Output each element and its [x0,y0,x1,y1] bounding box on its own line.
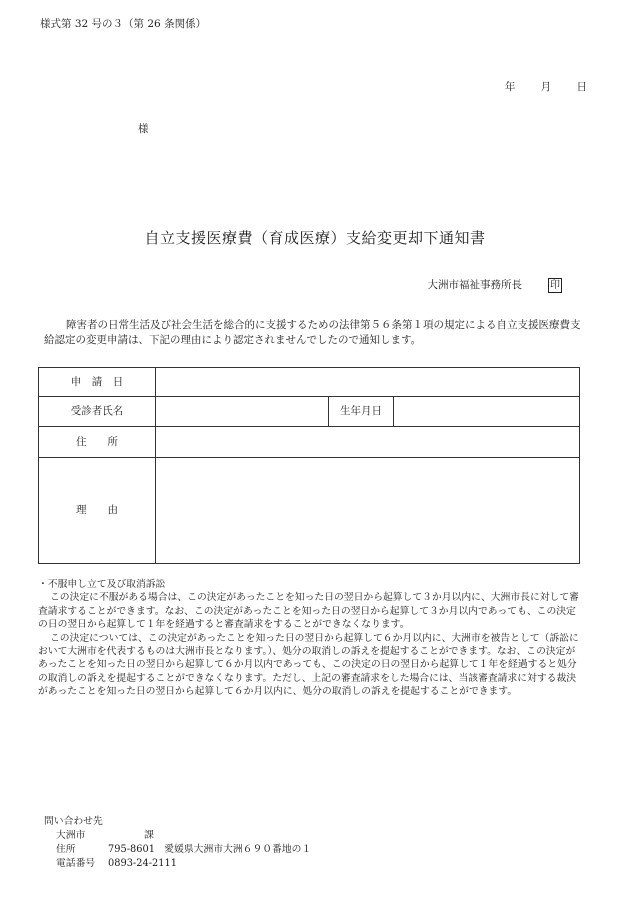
address-row [39,427,580,458]
date-day-label: 日 [576,81,587,93]
patient-name-field[interactable] [156,397,329,427]
addressee-suffix: 様 [138,123,149,135]
date-line [483,80,587,94]
application-date-label: 申 請 日 [39,368,156,397]
reason-label: 理 由 [39,458,156,564]
appeal-notice-heading: ・不服申し立て及び取消訴訟 [38,579,166,590]
birth-date-field[interactable] [394,397,580,427]
contact-phone: 0893-24-2111 [108,858,177,869]
contact-heading: 問い合わせ先 [44,816,103,827]
document-title: 自立支援医療費（育成医療）支給変更却下通知書 [144,229,486,247]
issuer-name: 大洲市福祉事務所長 [427,279,522,291]
application-date-field[interactable] [156,368,580,397]
address-field[interactable] [156,427,580,458]
form-number: 様式第 32 号の３（第 26 条関係） [40,18,207,30]
birth-date-label: 生年月日 [329,397,394,427]
patient-name-row [39,397,580,427]
appeal-notice-paragraph: この決定については、この決定があったことを知った日の翌日から起算して６か月以内に、大洲市を被告として（訴訟において大洲市を代表するものは大洲市長となります。）、処分の取消しの訴えを提起することができます。なお、この決定があったことを知った日の翌日から起算して６か月以内であっても、この決定の日の翌日から起算して１年を経過すると処分の取消しの訴えを提起することができなくなります。ただし、上記の審査請求をした場合には、当該審査請求に対する裁決があったことを知った日の翌日から起算して６か月以内に、処分の取消しの訴えを提起することができます。 [38,632,579,698]
appeal-notice [38,578,584,699]
appeal-notice-paragraph: この決定に不服がある場合は、この決定があったことを知った日の翌日から起算して３か月以内に、大洲市長に対して審査請求することができます。なお、この決定があったことを知った日の翌日から起算して３か月以内であっても、この決定の日の翌日から起算して１年を経過すると審査請求をすることができなくなります。 [38,592,579,631]
contact-postal-code: 795-8601 [108,844,155,855]
contact-phone-label: 電話番号 [56,858,96,869]
date-year-label: 年 [504,81,516,93]
date-month-label: 月 [540,81,552,93]
contact-block [44,815,311,871]
patient-name-label: 受診者氏名 [39,397,156,427]
seal-mark: 印 [550,280,560,291]
contact-address-row [44,843,311,857]
contact-phone-row [44,857,311,871]
contact-address-label: 住所 [56,844,76,855]
reason-row [39,458,580,564]
reason-field[interactable] [156,458,580,564]
info-table [38,367,580,564]
application-date-row [39,368,580,397]
contact-address: 愛媛県大洲市大洲６９０番地の１ [164,844,312,855]
intro-paragraph: 障害者の日常生活及び社会生活を総合的に支援するための法律第５６条第１項の規定による自立支援医療費支給認定の変更申請は、下記の理由により認定されませんでしたので通知します。 [44,319,581,346]
issuer-line [428,278,563,293]
contact-department: 大洲市 課 [56,830,154,841]
address-label: 住 所 [39,427,156,458]
